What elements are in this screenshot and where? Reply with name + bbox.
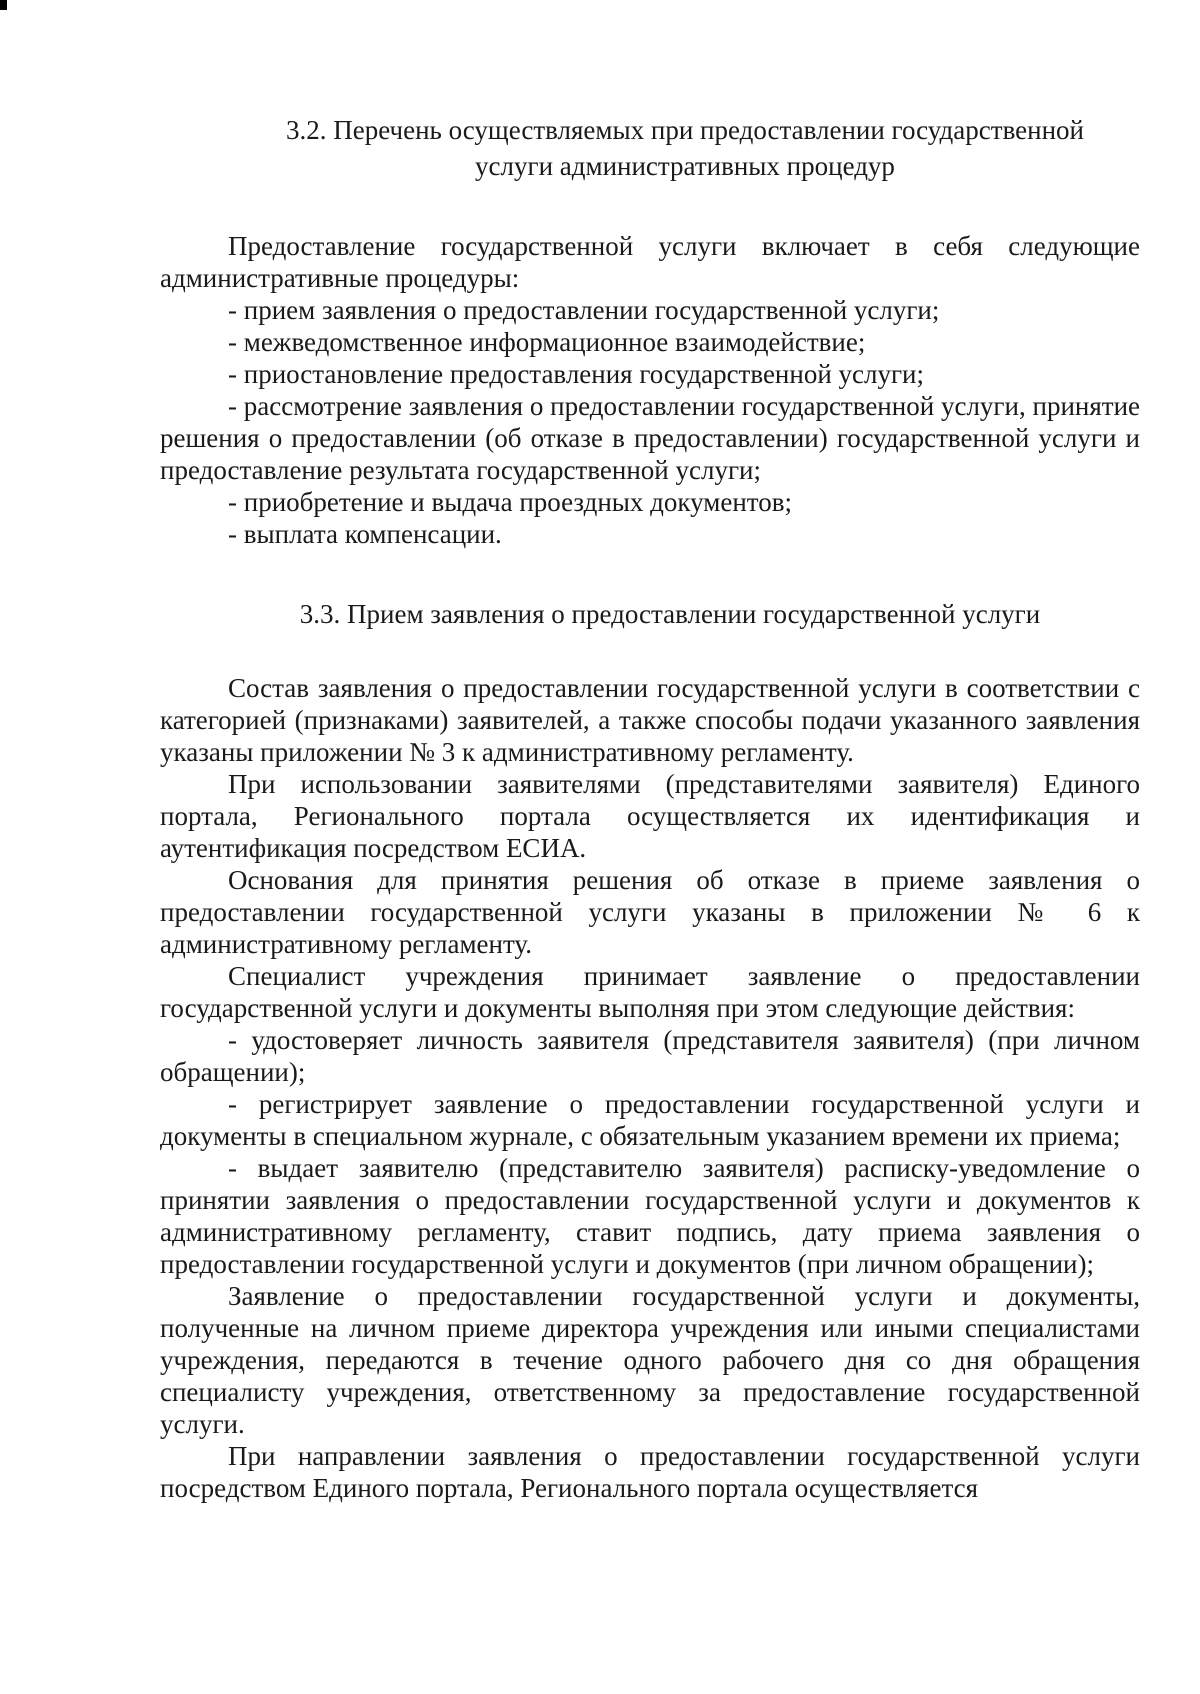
scan-corner-mark [0, 0, 7, 10]
section-3-3-body [160, 672, 1140, 1504]
procedure-item: - приобретение и выдача проездных документов; [228, 487, 792, 517]
procedure-item: - рассмотрение заявления о предоставлении государственной услуги, принятие решения о предоставлении (об отказе в предоставлении) государственной услуги и предоставление результата государственной услуги; [160, 391, 1140, 485]
procedure-item: - выплата компенсации. [228, 519, 502, 549]
body-paragraph: - удостоверяет личность заявителя (представителя заявителя) (при личном обращении); [160, 1025, 1140, 1087]
section-3-2-title-line2: услуги административных процедур [475, 151, 895, 181]
body-paragraph: При использовании заявителями (представителями заявителя) Единого портала, Регионального портала осуществляется их идентификация и аутентификация посредством ЕСИА. [160, 769, 1140, 863]
section-3-2-body [160, 230, 1140, 550]
document-page [160, 112, 1140, 1504]
section-3-3-title: 3.3. Прием заявления о предоставлении государственной услуги [299, 599, 1041, 629]
section-3-2-intro: Предоставление государственной услуги включает в себя следующие административные процедуры: [160, 231, 1140, 293]
body-paragraph: - выдает заявителю (представителю заявителя) расписку-уведомление о принятии заявления о предоставлении государственной услуги и документов к административному регламенту, ставит подпись, дату приема заявления о предоставлении государственной услуги и документов (при личном обращении); [160, 1153, 1140, 1279]
body-paragraph: Основания для принятия решения об отказе в приеме заявления о предоставлении государственной услуги указаны в приложении № 6 к административному регламенту. [160, 865, 1140, 959]
section-3-2-title [230, 112, 1140, 184]
procedure-item: - прием заявления о предоставлении государственной услуги; [228, 295, 940, 325]
procedure-item: - приостановление предоставления государственной услуги; [228, 359, 925, 389]
body-paragraph: Состав заявления о предоставлении государственной услуги в соответствии с категорией (признаками) заявителей, а также способы подачи указанного заявления указаны приложении № 3 к административному регламенту. [160, 673, 1140, 767]
section-3-2-title-line1: 3.2. Перечень осуществляемых при предоставлении государственной [285, 115, 1084, 145]
body-paragraph: Заявление о предоставлении государственной услуги и документы, полученные на личном приеме директора учреждения или иными специалистами учреждения, передаются в течение одного рабочего дня со дня обращения специалисту учреждения, ответственному за предоставление государственной услуги. [160, 1281, 1140, 1439]
procedure-item: - межведомственное информационное взаимодействие; [228, 327, 866, 357]
body-paragraph: - регистрирует заявление о предоставлении государственной услуги и документы в специальном журнале, с обязательным указанием времени их приема; [160, 1089, 1140, 1151]
body-paragraph: Специалист учреждения принимает заявление о предоставлении государственной услуги и документы выполняя при этом следующие действия: [160, 961, 1140, 1023]
body-paragraph: При направлении заявления о предоставлении государственной услуги посредством Единого портала, Регионального портала осуществляется [160, 1441, 1140, 1503]
